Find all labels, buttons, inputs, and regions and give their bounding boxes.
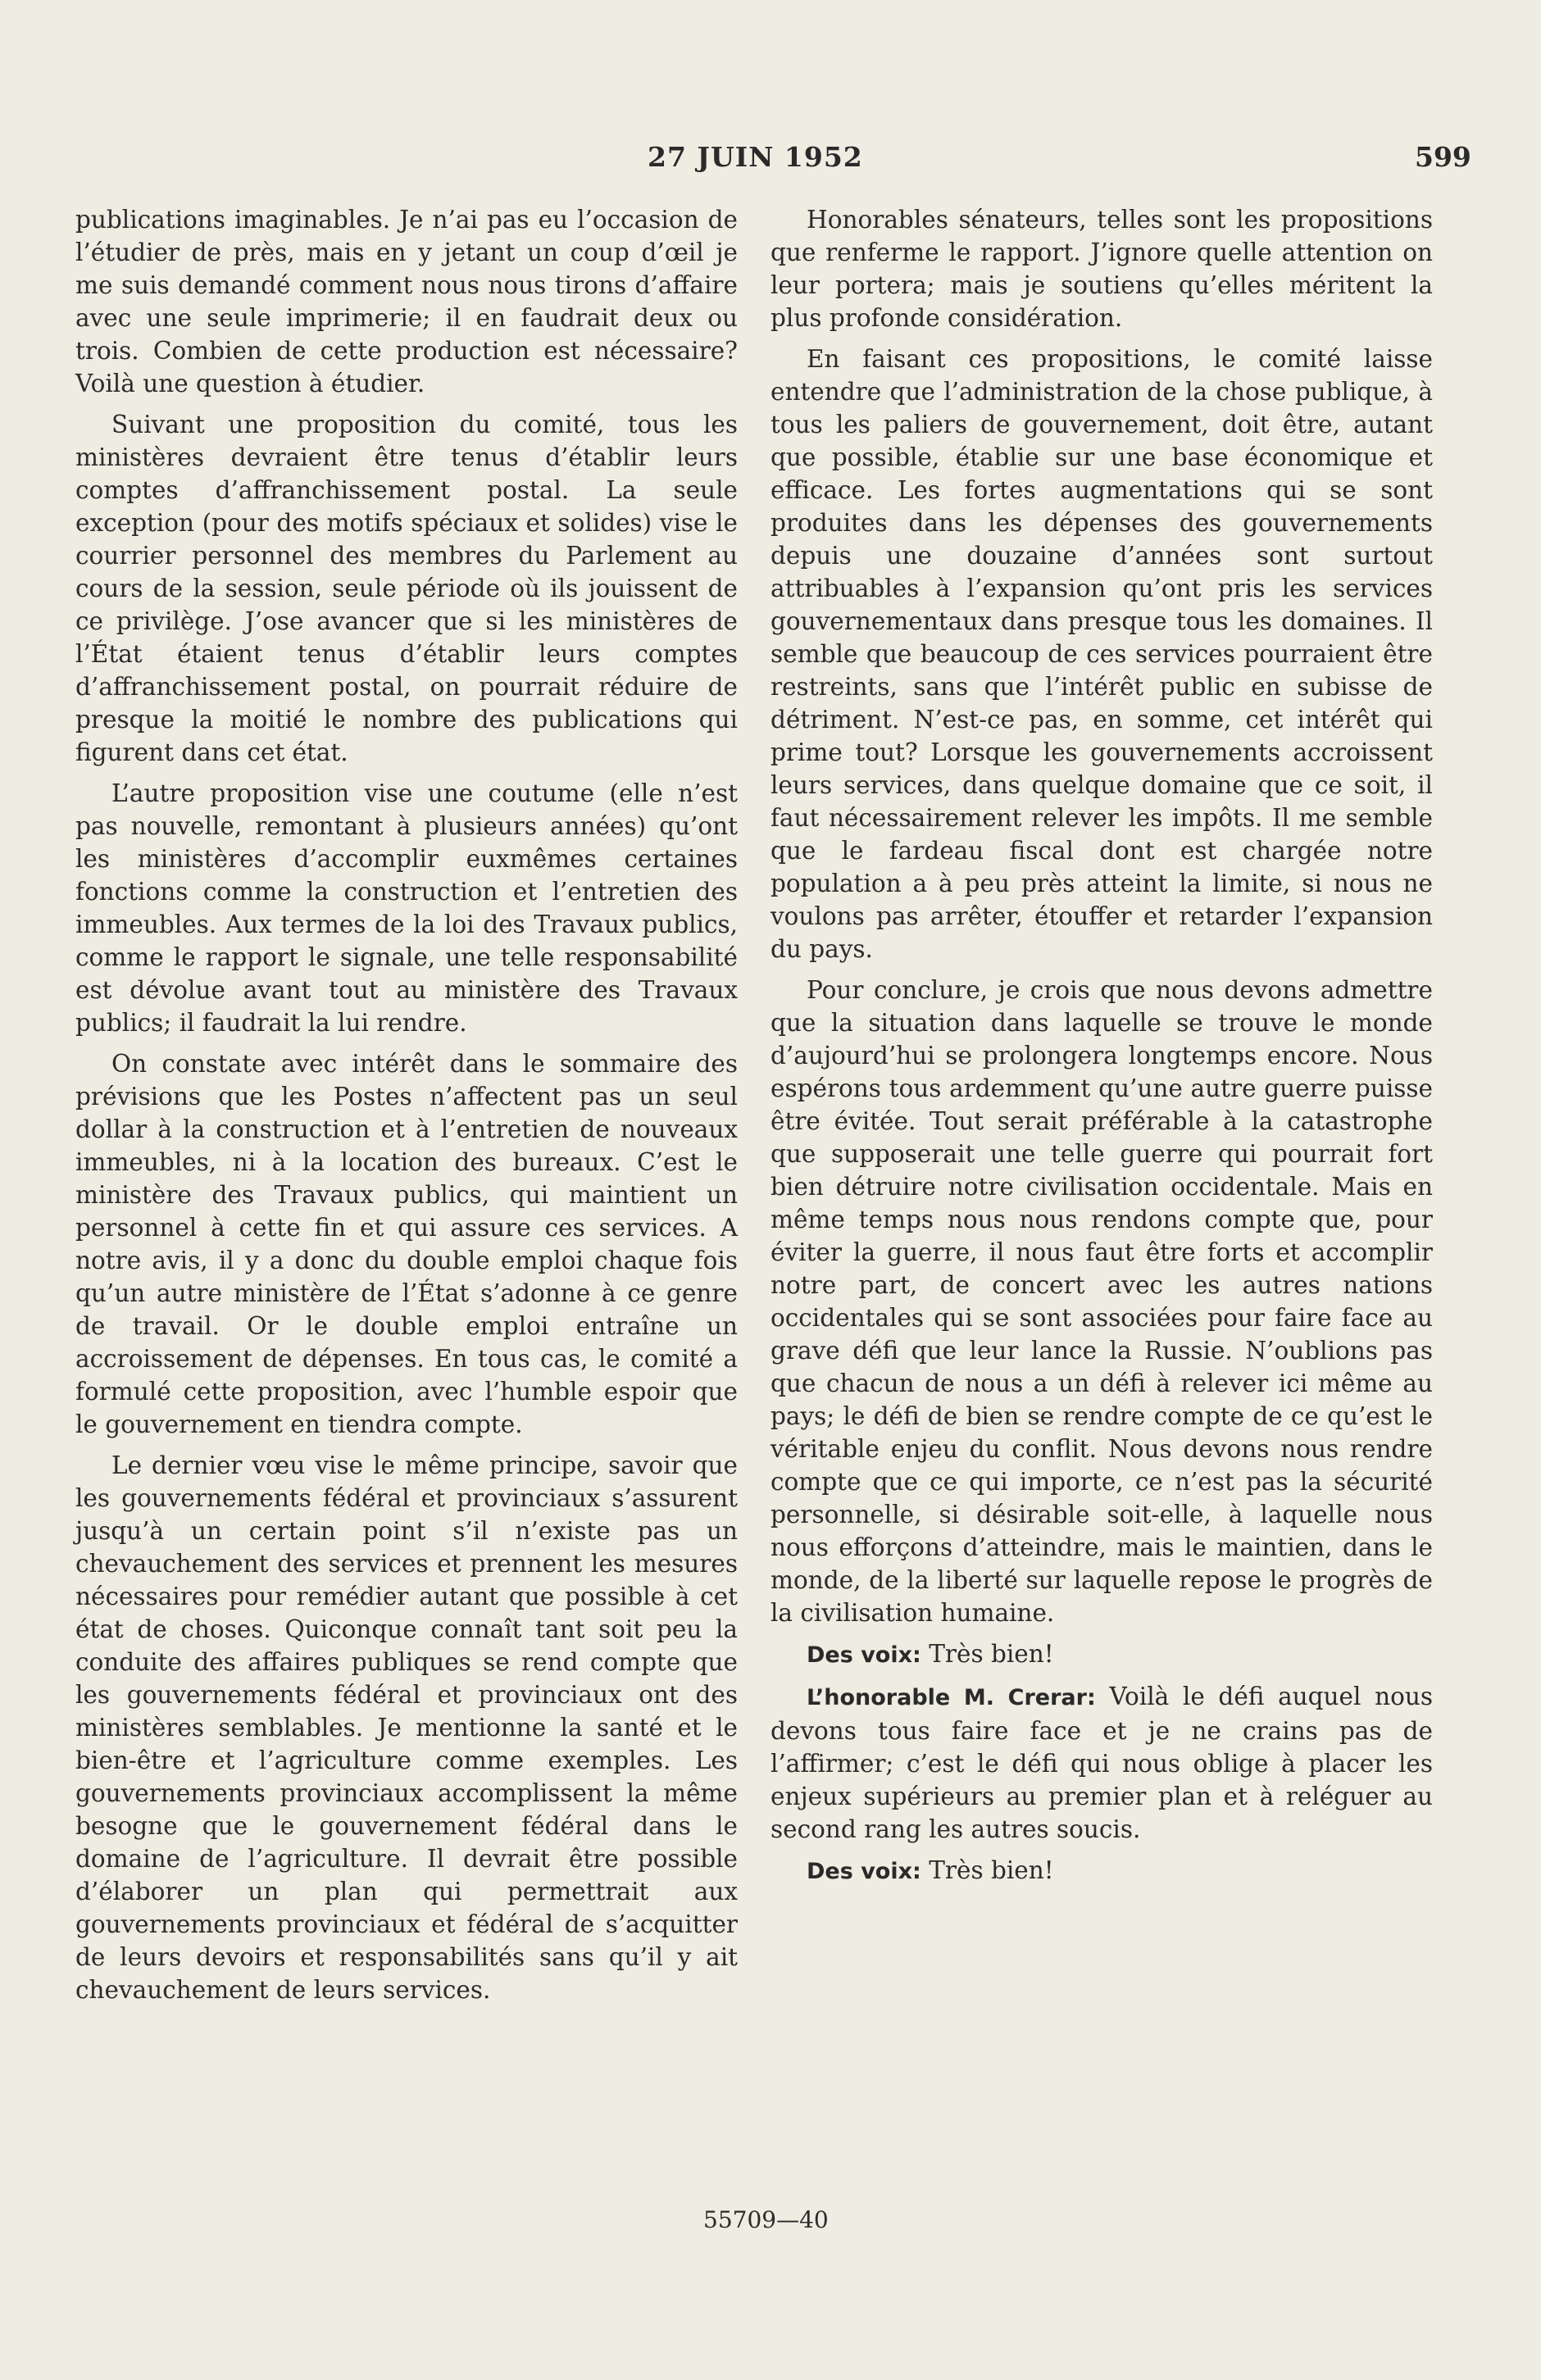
speech-text: Voilà le défi auquel nous devons tous faire face et je ne crains pas de l’affirmer; c’est le défi qui nous oblige à placer les enjeux supérieurs au premier plan et à reléguer au second rang les autres soucis.	[770, 1683, 1433, 1843]
paragraph: L’autre proposition vise une coutume (elle n’est pas nouvelle, remontant à plusieurs années) qu’ont les ministères d’accomplir euxmêmes certaines fonctions comme la construction et l’entretien des immeubles. Aux termes de la loi des Travaux publics, comme le rapport le signale, une telle responsabilité est dévolue avant tout au ministère des Travaux publics; il faudrait la lui rendre.	[75, 779, 738, 1037]
page-number: 599	[1415, 141, 1471, 173]
paragraph: Honorables sénateurs, telles sont les propositions que renferme le rapport. J’ignore quelle attention on leur portera; mais je soutiens qu’elles méritent la plus profonde considération.	[770, 206, 1433, 332]
paragraph: En faisant ces propositions, le comité laisse entendre que l’administration de la chose publique, à tous les paliers de gouvernement, doit être, autant que possible, établie sur une base économique et efficace. Les fortes augmentations qui se sont produites dans les dépenses des gouvernements depuis une douzaine d’années sont surtout attribuables à l’expansion qu’ont pris les services gouvernementaux dans presque tous les domaines. Il semble que beaucoup de ces services pourraient être restreints, sans que l’intérêt public en subisse de détriment. N’est-ce pas, en somme, cet intérêt qui prime tout? Lorsque les gouvernements accroissent leurs services, dans quelque domaine que ce soit, il faut nécessairement relever les impôts. Il me semble que le fardeau fiscal dont est chargée notre population a à peu près atteint la limite, si nous ne voulons pas arrêter, étouffer et retarder l’expansion du pays.	[770, 345, 1433, 963]
paragraph: Pour conclure, je crois que nous devons admettre que la situation dans laquelle se trouve le monde d’aujourd’hui se prolongera longtemps encore. Nous espérons tous ardemment qu’une autre guerre puisse être évitée. Tout serait préférable à la catastrophe que supposerait une telle guerre qui pourrait fort bien détruire notre civilisation occidentale. Mais en même temps nous nous rendons compte que, pour éviter la guerre, il nous faut être forts et accomplir notre part, de concert avec les autres nations occidentales qui se sont associées pour faire face au grave défi que leur lance la Russie. N’oublions pas que chacun de nous a un défi à relever ici même au pays; le défi de bien se rendre compte de ce qu’est le véritable enjeu du conflit. Nous devons nous rendre compte que ce qui importe, ce n’est pas la sécurité personnelle, si désirable soit-elle, à laquelle nous nous efforçons d’atteindre, mais le maintien, dans le monde, de la liberté sur laquelle repose le progrès de la civilisation humaine.	[770, 976, 1433, 1627]
speech-text: Très bien!	[929, 1856, 1054, 1884]
speaker-name: L’honorable M. Crerar:	[807, 1685, 1096, 1710]
right-column	[770, 203, 1433, 1896]
paragraph: On constate avec intérêt dans le sommaire des prévisions que les Postes n’affectent pas un seul dollar à la construction et à l’entretien de nouveaux immeubles, ni à la location des bureaux. C’est le ministère des Travaux publics, qui maintient un personnel à cette fin et qui assure ces services. A notre avis, il y a donc du double emploi chaque fois qu’un autre ministère de l’État s’adonne à ce genre de travail. Or le double emploi entraîne un accroissement de dépenses. En tous cas, le comité a formulé cette proposition, avec l’humble espoir que le gouvernement en tiendra compte.	[75, 1050, 738, 1438]
paragraph: Le dernier vœu vise le même principe, savoir que les gouvernements fédéral et provinciaux s’assurent jusqu’à un certain point s’il n’existe pas un chevauchement des services et prennent les mesures nécessaires pour remédier autant que possible à cet état de choses. Quiconque connaît tant soit peu la conduite des affaires publiques se rend compte que les gouvernements fédéral et provinciaux ont des ministères semblables. Je mentionne la santé et le bien-être et l’agriculture comme exemples. Les gouvernements provinciaux accomplissent la même besogne que le gouvernement fédéral dans le domaine de l’agriculture. Il devrait être possible d’élaborer un plan qui permettrait aux gouvernements provinciaux et fédéral de s’acquitter de leurs devoirs et responsabilités sans qu’il y ait chevauchement de leurs services.	[75, 1451, 738, 2004]
speech-paragraph	[770, 1680, 1433, 1846]
footer-print-code: 55709—40	[703, 2206, 829, 2233]
left-column	[75, 203, 738, 2014]
page-date: 27 JUIN 1952	[648, 141, 863, 173]
speech-text: Très bien!	[929, 1640, 1054, 1668]
speaker-name: Des voix:	[807, 1642, 921, 1668]
paragraph: publications imaginables. Je n’ai pas eu l’occasion de l’étudier de près, mais en y jetant un coup d’œil je me suis demandé comment nous nous tirons d’affaire avec une seule imprimerie; il en faudrait deux ou trois. Combien de cette production est nécessaire? Voilà une question à étudier.	[75, 206, 738, 397]
paragraph: Suivant une proposition du comité, tous les ministères devraient être tenus d’établir leurs comptes d’affranchissement postal. La seule exception (pour des motifs spéciaux et solides) vise le courrier personnel des membres du Parlement au cours de la session, seule période où ils jouissent de ce privilège. J’ose avancer que si les ministères de l’État étaient tenus d’établir leurs comptes d’affranchissement postal, on pourrait réduire de presque la moitié le nombre des publications qui figurent dans cet état.	[75, 411, 738, 766]
speech-paragraph	[770, 1637, 1433, 1672]
speaker-name: Des voix:	[807, 1859, 921, 1884]
speech-paragraph	[770, 1854, 1433, 1888]
